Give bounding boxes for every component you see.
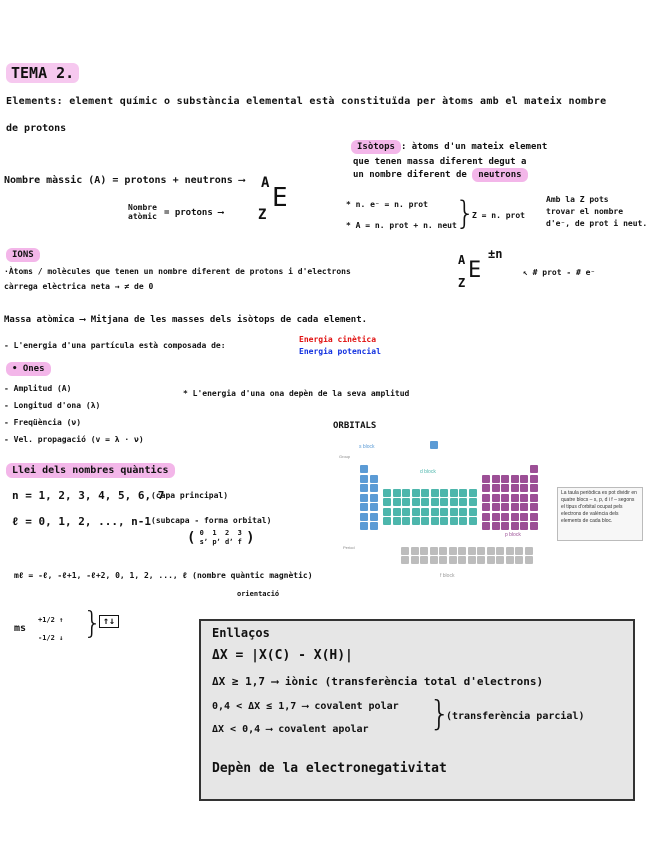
pt-cell-f	[487, 556, 495, 564]
pt-cell-p	[520, 494, 528, 502]
ones-item: - Vel. propagació (v = λ · ν)	[4, 435, 144, 444]
pt-cell-f	[468, 556, 476, 564]
pt-cell-p	[482, 475, 490, 483]
pt-cell-d	[431, 508, 439, 516]
pt-cell-f	[458, 547, 466, 555]
pt-cell-f	[401, 556, 409, 564]
pt-cell-d	[459, 489, 467, 497]
energia-potencial: Energia potencial	[299, 347, 381, 356]
energia-cinetica: Energia cinètica	[299, 335, 377, 344]
pt-cell-f	[487, 547, 495, 555]
massa-atomica: Massa atòmica ⟶ Mitjana de les masses dels isòtops de cada element.	[4, 315, 368, 325]
enllacos-brace-icon: }	[429, 694, 451, 734]
pt-cell-p	[530, 465, 538, 473]
f-block-label: f block	[440, 573, 455, 579]
pt-cell-p	[530, 522, 538, 530]
pt-cell-f	[477, 556, 485, 564]
pt-cell-d	[440, 498, 448, 506]
pt-cell-f	[496, 556, 504, 564]
pt-cell-p	[501, 503, 509, 511]
p-block-label: p block	[505, 532, 521, 538]
pt-cell-p	[501, 513, 509, 521]
pt-cell-p	[492, 494, 500, 502]
pt-cell-p	[501, 484, 509, 492]
pt-cell-f	[420, 556, 428, 564]
ion-notation-E: E	[468, 258, 482, 283]
pt-cell-p	[482, 494, 490, 502]
isotope-rule-1: * n. e⁻ = n. prot	[346, 200, 428, 209]
pt-cell-f	[458, 556, 466, 564]
pt-cell-p	[511, 522, 519, 530]
quantum-n: n = 1, 2, 3, 4, 5, 6, 7	[12, 489, 165, 502]
pt-cell-p	[530, 475, 538, 483]
pt-cell-f	[411, 547, 419, 555]
pt-cell-p	[530, 513, 538, 521]
pt-cell-d	[469, 498, 477, 506]
pt-cell-d	[383, 489, 391, 497]
enllacos-depends: Depèn de la electronegativitat	[212, 761, 447, 776]
pt-cell-f	[506, 547, 514, 555]
pt-cell-p	[520, 522, 528, 530]
pt-cell-d	[431, 498, 439, 506]
elements-definition-cont: de protons	[6, 123, 67, 134]
periodic-table	[338, 438, 548, 583]
pt-cell-d	[440, 508, 448, 516]
s-block-label: s block	[359, 444, 375, 450]
pt-cell-d	[431, 517, 439, 525]
quantum-heading: Llei dels nombres quàntics	[6, 465, 175, 476]
pt-cell-d	[421, 517, 429, 525]
pt-cell-d	[412, 508, 420, 516]
pt-cell-f	[515, 556, 523, 564]
pt-cell-f	[496, 547, 504, 555]
mass-number-definition: Nombre màssic (A) = protons + neutrons ⟶	[4, 175, 245, 186]
pt-cell-f	[439, 547, 447, 555]
pt-cell-p	[501, 494, 509, 502]
pt-cell-p	[511, 494, 519, 502]
pt-cell-d	[393, 489, 401, 497]
ion-charge: ±n	[488, 247, 503, 261]
pt-cell-d	[469, 517, 477, 525]
pt-cell-p	[492, 475, 500, 483]
ions-line1: ·Àtoms / molècules que tenen un nombre diferent de protons i d'electrons	[4, 267, 351, 276]
pt-cell-p	[520, 475, 528, 483]
ones-list	[4, 380, 144, 448]
page-title: TEMA 2.	[6, 64, 79, 82]
enllacos-polar: 0,4 < ΔX ≤ 1,7 ⟶ covalent polar	[212, 701, 399, 712]
pt-cell-s	[370, 513, 378, 521]
pt-cell-f	[468, 547, 476, 555]
pt-cell-p	[492, 522, 500, 530]
pt-cell-f	[430, 556, 438, 564]
pt-cell-s	[360, 484, 368, 492]
pt-cell-f	[449, 556, 457, 564]
pt-cell-d	[383, 498, 391, 506]
atomic-number-label: Nombre atòmic	[128, 203, 157, 221]
pt-cell-d	[402, 489, 410, 497]
ones-item: - Freqüència (ν)	[4, 418, 82, 427]
atomic-number-definition: = protons ⟶	[164, 208, 224, 218]
pt-cell-s	[370, 475, 378, 483]
pt-cell-f	[449, 547, 457, 555]
enllacos-apolar: ΔX < 0,4 ⟶ covalent apolar	[212, 724, 369, 735]
pt-cell-d	[393, 498, 401, 506]
pt-cell-s	[360, 522, 368, 530]
pt-cell-p	[492, 503, 500, 511]
pt-cell-d	[450, 489, 458, 497]
pt-cell-p	[530, 503, 538, 511]
group-label: Group	[339, 454, 351, 459]
pt-cell-p	[492, 484, 500, 492]
notation-A: A	[261, 175, 270, 191]
pt-cell-d	[412, 489, 420, 497]
pt-cell-d	[459, 517, 467, 525]
pt-cell-p	[482, 503, 490, 511]
pt-cell-d	[450, 517, 458, 525]
periodic-table-note: La taula periòdica es pot dividir en quatre blocs – s, p, d i f – segons el tipus d'orbital ocupat pels electrons de valència dels elements de cada bloc.	[557, 487, 643, 541]
brace-icon: }	[455, 194, 476, 232]
enllacos-title: Enllaços	[212, 626, 270, 640]
pt-cell-p	[511, 503, 519, 511]
pt-cell-s	[370, 494, 378, 502]
pt-cell-p	[501, 522, 509, 530]
pt-cell-d	[383, 508, 391, 516]
pt-cell-p	[511, 475, 519, 483]
pt-cell-s	[370, 522, 378, 530]
isotope-result: Z = n. prot	[472, 211, 525, 220]
pt-cell-p	[482, 484, 490, 492]
pt-cell-d	[402, 517, 410, 525]
enllacos-partial: (transferència parcial)	[446, 711, 585, 722]
pt-cell-d	[421, 508, 429, 516]
pt-cell-d	[412, 498, 420, 506]
orbitals-title: ORBITALS	[333, 421, 377, 431]
quantum-l: ℓ = 0, 1, 2, ..., n-1	[12, 515, 152, 528]
pt-cell-d	[412, 517, 420, 525]
pt-cell-p	[492, 513, 500, 521]
isotope-note: Amb la Z pots trovar el nombre d'e⁻, de prot i neut.	[546, 195, 648, 228]
quantum-ms: ms	[14, 623, 27, 634]
quantum-n-note: (capa principal)	[151, 491, 229, 500]
neutrons-highlight: neutrons	[472, 168, 527, 182]
isotope-rule-2: * A = n. prot + n. neut	[346, 221, 457, 230]
pt-cell-f	[430, 547, 438, 555]
d-block-label: d block	[420, 469, 436, 475]
pt-cell-s	[360, 475, 368, 483]
pt-cell-p	[520, 513, 528, 521]
ones-heading: • Ones	[6, 364, 51, 374]
pt-cell-s	[370, 484, 378, 492]
pt-cell-f	[420, 547, 428, 555]
pt-cell-f	[477, 547, 485, 555]
pt-cell-f	[439, 556, 447, 564]
quantum-ms-values: +1/2 ↑ -1/2 ↓	[38, 616, 64, 642]
pt-cell-s	[360, 513, 368, 521]
pt-cell-p	[511, 484, 519, 492]
pt-cell-d	[469, 508, 477, 516]
enllacos-ionic: ΔX ≥ 1,7 ⟶ iònic (transferència total d'electrons)	[212, 675, 544, 688]
pt-cell-p	[520, 503, 528, 511]
pt-cell-f	[411, 556, 419, 564]
enllacos-formula: ΔX = |X(C) - X(H)|	[212, 648, 353, 663]
ion-notation-Z: Z	[458, 276, 466, 290]
pt-cell-d	[421, 498, 429, 506]
pt-cell-f	[515, 547, 523, 555]
quantum-l-map: ( 0 s, 1 p, 2 d, 3 f )	[187, 529, 255, 546]
pt-cell-d	[459, 508, 467, 516]
energia-text: - L'energia d'una partícula està composada de:	[4, 341, 226, 350]
pt-cell-d	[440, 489, 448, 497]
ones-item: - Longitud d'ona (λ)	[4, 401, 101, 410]
pt-cell-d	[383, 517, 391, 525]
pt-cell-p	[520, 484, 528, 492]
quantum-ml: mℓ = -ℓ, -ℓ+1, -ℓ+2, 0, 1, 2, ..., ℓ (nombre quàntic magnètic)	[14, 571, 313, 580]
quantum-ml-note: orientació	[237, 590, 280, 598]
pt-cell-d	[402, 508, 410, 516]
pt-cell-d	[431, 489, 439, 497]
ms-orbital-box: ↑↓	[99, 615, 119, 628]
pt-cell-f	[401, 547, 409, 555]
ion-charge-note: ↖ # prot - # e⁻	[523, 268, 596, 277]
isotops-line3: un nombre diferent de neutrons	[353, 170, 528, 180]
elements-definition: Elements: element químic o substància elemental està constituïda per àtoms amb el mateix nombre	[6, 96, 607, 107]
pt-cell-s	[370, 503, 378, 511]
pt-cell-f	[506, 556, 514, 564]
pt-cell-d	[450, 498, 458, 506]
ones-note: * L'energia d'una ona depèn de la seva amplitud	[183, 389, 410, 398]
ions-line2: càrrega elèctrica neta → ≠ de 0	[4, 282, 154, 291]
pt-cell-f	[525, 556, 533, 564]
quantum-l-note: (subcapa - forma orbital)	[151, 516, 272, 525]
pt-cell-s	[430, 441, 438, 449]
ion-notation-A: A	[458, 253, 466, 267]
pt-cell-d	[440, 517, 448, 525]
pt-cell-d	[421, 489, 429, 497]
pt-cell-d	[393, 508, 401, 516]
notation-E: E	[272, 183, 288, 213]
pt-cell-p	[482, 513, 490, 521]
pt-cell-p	[511, 513, 519, 521]
pt-cell-p	[501, 475, 509, 483]
pt-cell-d	[393, 517, 401, 525]
pt-cell-d	[450, 508, 458, 516]
ones-item: - Amplitud (A)	[4, 384, 72, 393]
isotops-label: Isòtops	[351, 140, 401, 154]
pt-cell-d	[402, 498, 410, 506]
isotops-line2: que tenen massa diferent degut a	[353, 157, 527, 167]
period-label: Period	[343, 545, 355, 550]
isotops-line1: Isòtops : àtoms d'un mateix element	[351, 142, 547, 152]
pt-cell-s	[360, 465, 368, 473]
pt-cell-f	[525, 547, 533, 555]
pt-cell-d	[469, 489, 477, 497]
pt-cell-s	[360, 503, 368, 511]
pt-cell-s	[360, 494, 368, 502]
pt-cell-d	[459, 498, 467, 506]
ms-brace-icon: }	[83, 606, 103, 641]
pt-cell-p	[530, 494, 538, 502]
pt-cell-p	[530, 484, 538, 492]
notation-Z: Z	[258, 207, 267, 223]
pt-cell-p	[482, 522, 490, 530]
ions-heading: IONS	[6, 250, 40, 260]
